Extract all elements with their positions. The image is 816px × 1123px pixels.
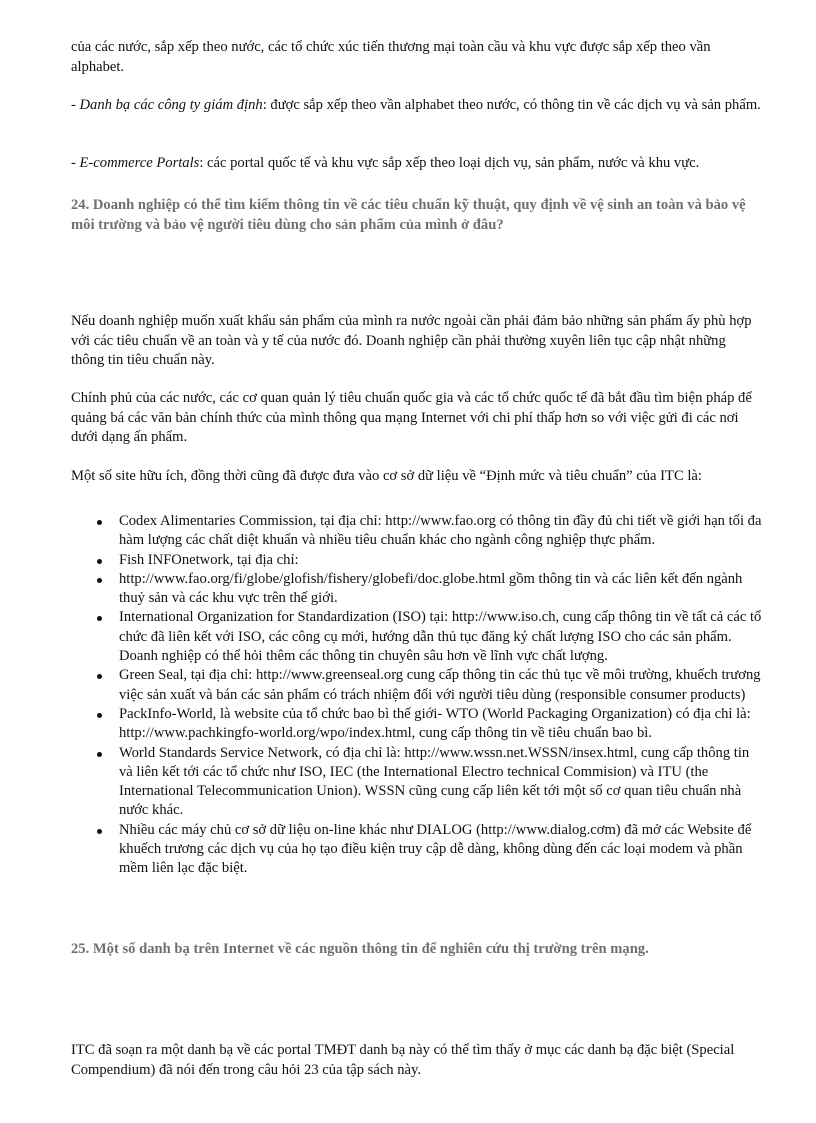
list-item-text: http://www.fao.org/fi/globe/glofish/fishery/globefi/doc.globe.html gồm thông tin và các liên kết đến ngành thuỷ sản và các khu vực trên thế giới. bbox=[119, 570, 743, 607]
list-item-text: Nhiều các máy chủ cơ sở dữ liệu on-line khác như DIALOG (http://www.dialog.cơm) đã mở các Website để khuếch trương các dịch vụ của họ tạo điều kiện truy cập dễ dàng, không dùng đến các loại modem và phần mềm liên lạc đặc biệt. bbox=[119, 821, 752, 877]
standards-paragraph-1: Nếu doanh nghiệp muốn xuất khẩu sản phẩm của mình ra nước ngoài cần phải đảm bảo những sản phẩm ấy phù hợp với các tiêu chuẩn về an toàn và y tế của nước đó. Doanh nghiệp cần phải thường xuyên liên tục cập nhật những thông tin tiêu chuẩn này. bbox=[71, 313, 752, 368]
list-item bbox=[71, 512, 763, 551]
list-item bbox=[71, 608, 763, 666]
standards-paragraph-3: Một số site hữu ích, đồng thời cũng đã được đưa vào cơ sở dữ liệu về “Định mức và tiêu chuẩn” của ITC là: bbox=[71, 468, 702, 484]
list-item bbox=[71, 570, 763, 609]
ecommerce-portals-label: E-commerce Portals bbox=[79, 155, 200, 171]
list-item bbox=[71, 744, 763, 821]
standards-paragraph-2: Chính phủ của các nước, các cơ quan quản lý tiêu chuẩn quốc gia và các tổ chức quốc tế đã bắt đầu tìm biện pháp để quảng bá các văn bản chính thức của mình thông qua mạng Internet với chi phí thấp hơn so với việc gửi đi các nơi dưới dạng ấn phẩm. bbox=[71, 390, 752, 445]
standards-sites-list bbox=[71, 512, 763, 879]
bullet-icon bbox=[97, 752, 102, 757]
list-item-text: Codex Alimentaries Commission, tại địa chỉ: http://www.fao.org có thông tin đầy đủ chi tiết về giới hạn tối đa hàm lượng các chất diệt khuẩn và nhiều tiêu chuẩn khác cho ngành công nghiệp thực phẩm. bbox=[119, 513, 762, 549]
inspection-directory-text: : được sắp xếp theo vần alphabet theo nước, có thông tin về các dịch vụ và sản phẩm. bbox=[262, 97, 761, 113]
bullet-icon bbox=[97, 829, 102, 834]
list-item-text: Fish INFOnetwork, tại địa chỉ: bbox=[119, 551, 299, 568]
bullet-icon bbox=[97, 713, 102, 718]
bullet-icon bbox=[97, 616, 102, 621]
bullet-icon bbox=[97, 520, 102, 525]
intro-paragraph: của các nước, sắp xếp theo nước, các tổ chức xúc tiến thương mại toàn cầu và khu vực được sắp xếp theo vần alphabet. bbox=[71, 39, 711, 75]
dash: - bbox=[71, 155, 80, 171]
bullet-icon bbox=[97, 674, 102, 679]
inspection-directory-paragraph bbox=[71, 96, 761, 116]
ecommerce-portals-paragraph bbox=[71, 154, 761, 174]
closing-paragraph: ITC đã soạn ra một danh bạ về các portal TMĐT danh bạ này có thể tìm thấy ở mục các danh bạ đặc biệt (Special Compendium) đã nói đến trong câu hỏi 23 của tập sách này. bbox=[71, 1042, 735, 1078]
dash: - bbox=[71, 97, 80, 113]
list-item-text: PackInfo-World, là website của tổ chức bao bì thế giới- WTO (World Packaging Organization) có địa chỉ là: http://www.pachkingfo-world.org/wpo/index.html, cung cấp thông tin về tiêu chuẩn bao bì. bbox=[119, 705, 751, 742]
heading-question-24: 24. Doanh nghiệp có thể tìm kiếm thông tin về các tiêu chuẩn kỹ thuật, quy định về vệ sinh an toàn và bảo vệ môi trường và bảo vệ người tiêu dùng cho sản phẩm của mình ở đâu? bbox=[71, 197, 746, 233]
bullet-icon bbox=[97, 578, 102, 583]
list-item bbox=[71, 705, 763, 744]
ecommerce-portals-text: : các portal quốc tế và khu vực sắp xếp theo loại dịch vụ, sản phẩm, nước và khu vực. bbox=[199, 155, 700, 171]
list-item-text: World Standards Service Network, có địa chỉ là: http://www.wssn.net.WSSN/insex.html, cung cấp thông tin và liên kết tới các tổ chức như ISO, IEC (the International Electro technical Commision) và ITU (the International Telecommunication Union). WSSN cũng cung cấp liên kết tới một số cơ quan tiêu chuẩn nhà nước khác. bbox=[119, 744, 750, 819]
heading-question-25: 25. Một số danh bạ trên Internet về các nguồn thông tin để nghiên cứu thị trường trên mạng. bbox=[71, 941, 649, 957]
list-item bbox=[71, 821, 763, 879]
list-item-text: Green Seal, tại địa chỉ: http://www.greenseal.org cung cấp thông tin các thủ tục về môi trường, khuếch trương việc sản xuất và bán các sản phẩm có trách nhiệm đối với người tiêu dùng (responsible consumer products) bbox=[119, 667, 761, 703]
list-item bbox=[71, 551, 763, 570]
inspection-directory-label: Danh bạ các công ty giám định bbox=[79, 97, 263, 113]
list-item-text: International Organization for Standardization (ISO) tại: http://www.iso.ch, cung cấp thông tin về tất cả các tổ chức đã liên kết với ISO, các công cụ mới, hướng dẫn thủ tục đăng ký chất lượng ISO cho các sản phẩm. Doanh nghiệp có thể hỏi thêm các thông tin chuyên sâu hơn về lĩnh vực chất lượng. bbox=[119, 609, 762, 665]
bullet-icon bbox=[97, 559, 102, 564]
list-item bbox=[71, 666, 763, 705]
